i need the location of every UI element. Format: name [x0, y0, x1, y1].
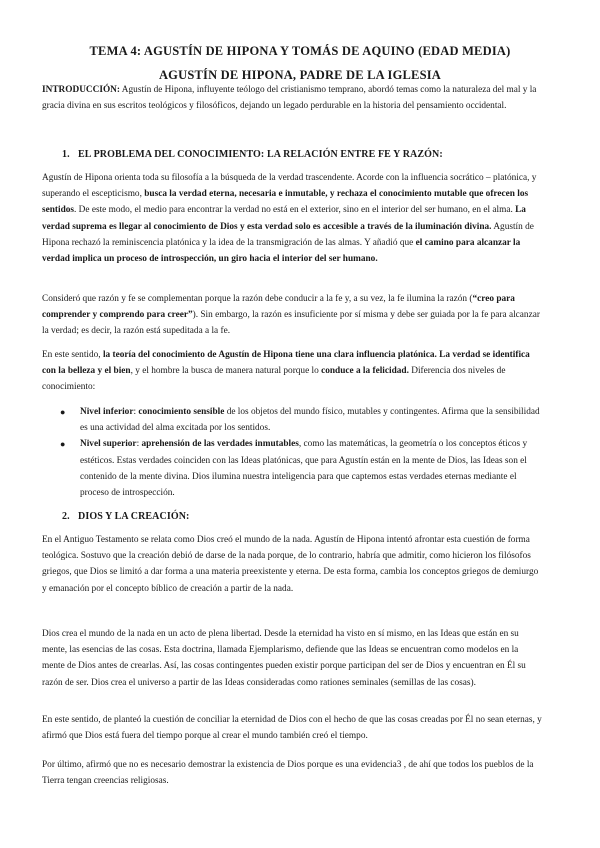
text-run: : [136, 439, 142, 450]
text-run-bold: el camino para alcanzar la verdad implica un proceso de introspección, un giro hacia el interior del ser humano. [42, 237, 521, 265]
text-run-bold: La verdad suprema es llegar al conocimiento de Dios y esta verdad solo es accesible a través de la iluminación divina. [42, 205, 526, 232]
text-run: . De este modo, el medio para encontrar la verdad no está en el exterior, sino en el interior del ser humano, en el alma. [74, 205, 516, 216]
text-run: ). Sin embargo, la razón es insuficiente por sí misma y debe ser guiada por la fe para alcanzar la verdad; es decir, la razón está supeditada a la fe. [42, 310, 540, 337]
text-run: , como las matemáticas, la geometría o los conceptos éticos y estéticos. Estas verdades coinciden con las Ideas platónicas, que para Agustín están en la mente de Dios, las Ideas son el contenido de la mente divina. Dios ilumina nuestra inteligencia para que captemos estas verdades eternas mediante el proceso de introspección. [80, 439, 528, 499]
text-run: Diferencia dos niveles de conocimiento: [42, 366, 506, 393]
list-item [60, 436, 542, 501]
section-1-paragraph-2 [42, 291, 542, 340]
text-run-bold: conduce a la felicidad. [321, 366, 409, 377]
section-2-title: DIOS Y LA CREACIÓN: [78, 511, 190, 522]
section-1-paragraph-3 [42, 347, 542, 396]
text-run: de los objetos del mundo físico, mutables y contingentes. Afirma que la sensibilidad es una actividad del alma excitada por los sentidos. [80, 407, 540, 434]
text-run: Agustín de Hipona rechazó la reminiscencia platónica y la idea de la transmigración de las almas. Y añadió que [42, 221, 534, 248]
section-1-number: 1. [62, 149, 70, 160]
section-2-paragraph-2: Dios crea el mundo de la nada en un acto de plena libertad. Desde la eternidad ha visto en sí mismo, en las Ideas que están en su mente, las esencias de las cosas. Esta doctrina, llamada Ejemplarismo, defiende que las Ideas se encuentran como modelos en la mente de Dios antes de crearlas. Así, las cosas contingentes pueden existir porque participan del ser de Dios y encuentran en Él su razón de ser. Dios crea el universo a partir de las Ideas consideradas como rationes seminales (semillas de las cosas). [42, 629, 526, 688]
document-title: TEMA 4: AGUSTÍN DE HIPONA Y TOMÁS DE AQUINO (EDAD MEDIA) [89, 44, 511, 58]
bullet-icon: ● [60, 407, 66, 417]
intro-label: INTRODUCCIÓN: [42, 85, 120, 95]
section-1-title: EL PROBLEMA DEL CONOCIMIENTO: LA RELACIÓN ENTRE FE Y RAZÓN: [78, 149, 443, 160]
intro-text: Agustín de Hipona, influyente teólogo del cristianismo temprano, abordó temas como la naturaleza del mal y la gracia divina en sus escritos teológicos y filosóficos, dejando un legado perdurable en la historia del pensamiento occidental. [42, 85, 537, 112]
section-2-heading [62, 511, 189, 522]
text-run-bold: aprehensión de las verdades inmutables [141, 439, 299, 450]
list-item-label: Nivel inferior [80, 407, 134, 417]
section-2-paragraph-3: En este sentido, de planteó la cuestión de conciliar la eternidad de Dios con el hecho de que las cosas creadas por Él no sean eternas, y afirmó que Dios está fuera del tiempo porque al crear el mundo también creó el tiempo. [42, 715, 542, 742]
intro-paragraph [42, 82, 542, 114]
text-run-bold: busca la verdad eterna, necesaria e inmutable, y rechaza el conocimiento mutable que ofrecen los sentidos [42, 189, 529, 216]
document-subtitle: AGUSTÍN DE HIPONA, PADRE DE LA IGLESIA [158, 68, 442, 82]
text-run: Agustín de Hipona orienta toda su filosofía a la búsqueda de la verdad trascendente. Acorde con la influencia socrático – platónica, y superando el escepticismo, [42, 173, 537, 200]
text-run-bold: la teoría del conocimiento de Agustín de Hipona tiene una clara influencia platónica. La verdad se identifica con la belleza y el bien [42, 350, 530, 377]
section-2-paragraph-1: En el Antiguo Testamento se relata como Dios creó el mundo de la nada. Agustín de Hipona intentó afrontar esta cuestión de forma teológica. Sostuvo que la creación debió de darse de la nada porque, de lo contrario, habría que admitir, como hicieron los filósofos griegos, que Dios se limitó a dar forma a una materia preexistente y eterna. De esta forma, cambia los conceptos griegos de demiurgo y emanación por el concepto bíblico de creación a partir de la nada. [42, 535, 539, 594]
section-1-paragraph-1 [42, 170, 542, 267]
text-run: : [133, 407, 139, 417]
knowledge-levels-list [60, 404, 542, 501]
text-run-bold: “creo para comprender y comprendo para creer” [42, 294, 515, 321]
text-run: , y el hombre la busca de manera natural porque lo [130, 366, 322, 377]
bullet-icon: ● [60, 439, 66, 450]
text-run-bold: conocimiento sensible [138, 407, 225, 417]
section-1-heading [62, 149, 443, 160]
section-2-number: 2. [62, 511, 70, 522]
text-run: En este sentido, [42, 350, 103, 360]
list-item [60, 404, 542, 436]
section-2-paragraph-4: Por último, afirmó que no es necesario demostrar la existencia de Dios porque es una evidencia3 , de ahí que todos los pueblos de la Tierra tengan creencias religiosas. [42, 760, 534, 787]
list-item-label: Nivel superior [80, 439, 137, 450]
text-run: Consideró que razón y fe se complementan porque la razón debe conducir a la fe y, a su vez, la fe ilumina la razón ( [42, 294, 473, 304]
